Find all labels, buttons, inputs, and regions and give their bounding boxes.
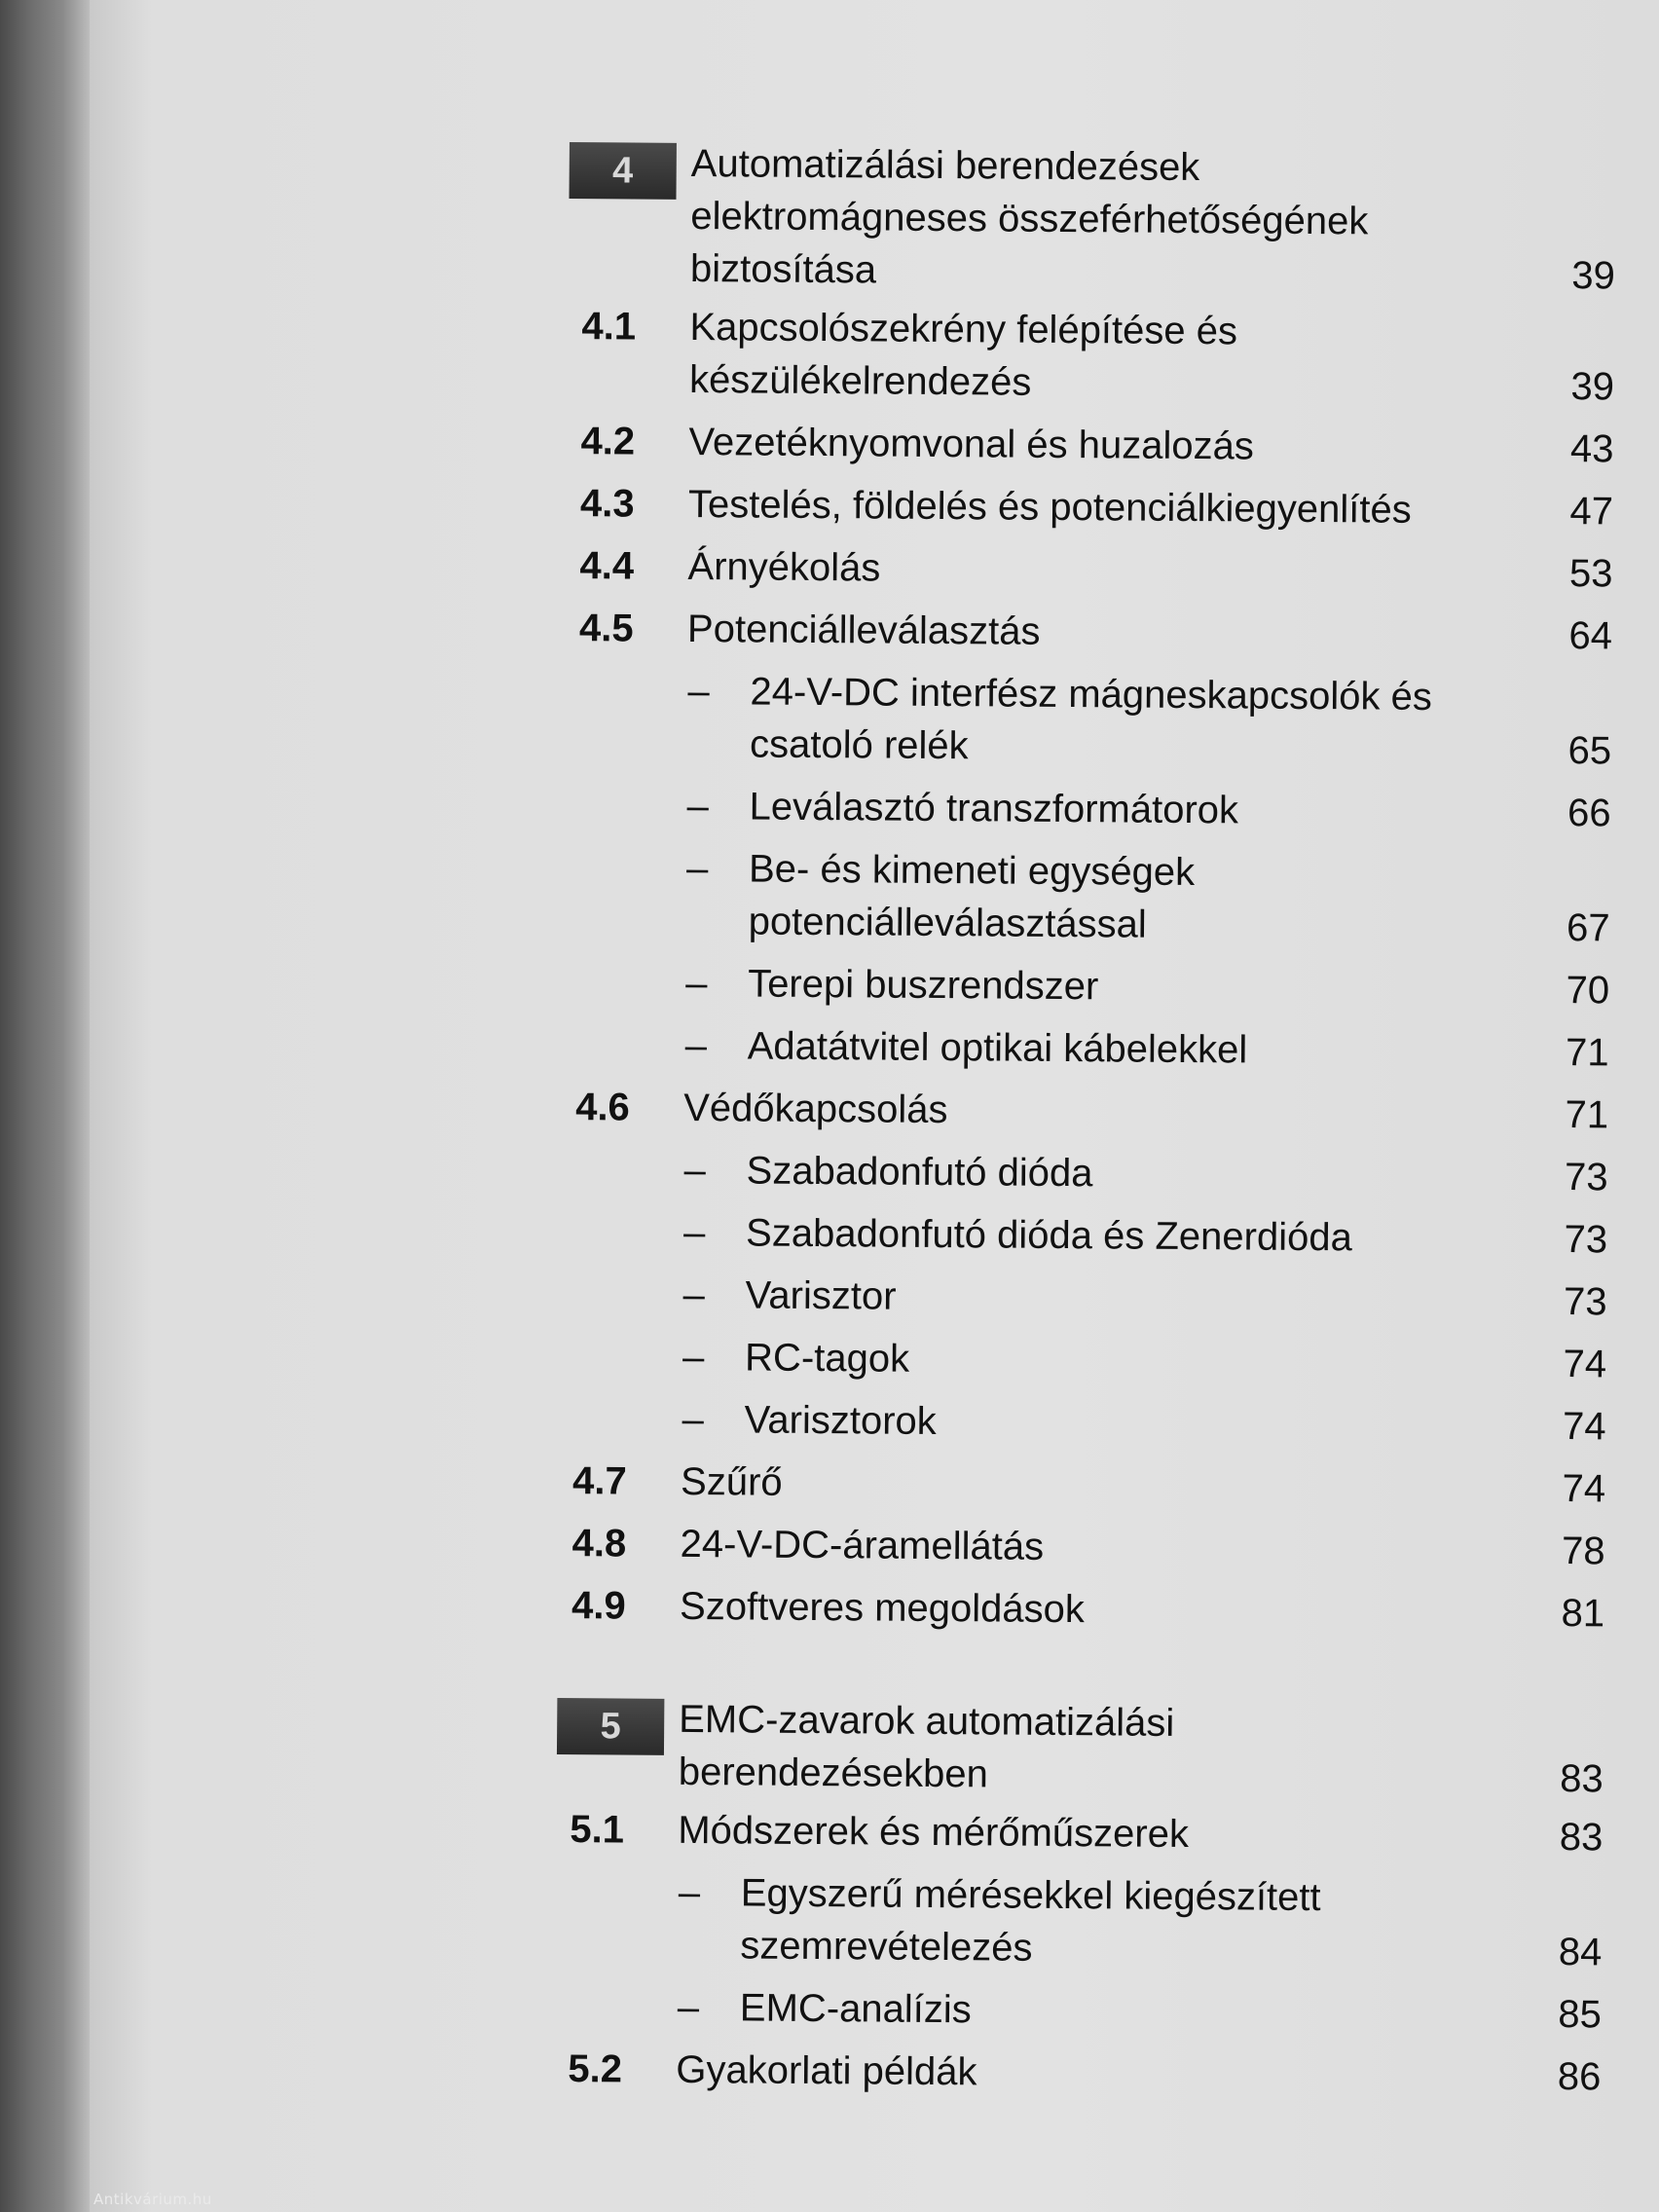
entry-page: 67 xyxy=(1566,906,1610,950)
bullet-dash: – xyxy=(682,1210,706,1255)
toc-section xyxy=(566,602,1612,662)
entry-page: 70 xyxy=(1566,969,1610,1013)
entry-page: 66 xyxy=(1567,792,1611,835)
chapter-title: EMC-zavarok automatizálási berendezésekben xyxy=(678,1697,1175,1796)
entry-title: Árnyékolás xyxy=(687,544,881,590)
entry-title: 24-V-DC interfész mágneskapcsolók és csatoló relék xyxy=(749,670,1432,768)
chapter-entries xyxy=(554,1803,1603,2103)
entry-title: Testelés, földelés és potenciálkiegyenlítés xyxy=(687,482,1412,532)
entry-title: Módszerek és mérőműszerek xyxy=(678,1808,1190,1857)
bullet-dash: – xyxy=(678,1870,701,1915)
section-number: 4.8 xyxy=(571,1522,627,1566)
section-number: 4.9 xyxy=(571,1584,626,1628)
toc-section xyxy=(568,300,1615,413)
entry-title: Kapcsolószekrény felépítése és készülékelrendezés xyxy=(688,305,1238,404)
section-number: 4.3 xyxy=(579,482,635,526)
entry-title: Potenciálleválasztás xyxy=(686,607,1041,653)
section-number: 5.1 xyxy=(570,1808,625,1852)
bullet-dash: – xyxy=(682,1272,706,1317)
section-number: 4.5 xyxy=(578,607,634,650)
bullet-dash: – xyxy=(684,1023,708,1068)
section-number: 4.6 xyxy=(574,1086,630,1129)
entry-page: 73 xyxy=(1564,1156,1608,1199)
entry-title: Leválasztó transzformátorok xyxy=(749,785,1239,832)
bullet-dash: – xyxy=(686,784,710,829)
entry-page: 47 xyxy=(1569,490,1614,534)
entry-title: EMC-analízis xyxy=(739,1986,972,2032)
toc-subentry xyxy=(559,1392,1605,1453)
chapter-entries xyxy=(558,300,1615,1640)
entry-page: 73 xyxy=(1564,1218,1608,1262)
book-spine xyxy=(0,0,90,2212)
toc-subentry xyxy=(563,956,1609,1016)
entry-page: 71 xyxy=(1565,1093,1609,1137)
section-number: 5.2 xyxy=(568,2047,623,2091)
entry-page: 86 xyxy=(1557,2055,1602,2099)
entry-title: Gyakorlati példák xyxy=(676,2047,977,2094)
toc-section xyxy=(558,1579,1604,1640)
entry-title: Védőkapcsolás xyxy=(682,1086,948,1132)
entry-title: Adatátvitel optikai kábelekkel xyxy=(747,1024,1248,1072)
entry-page: 73 xyxy=(1563,1280,1607,1324)
toc-section xyxy=(559,1455,1605,1515)
toc-subentry xyxy=(555,1980,1602,2041)
entry-page: 83 xyxy=(1559,1816,1604,1860)
entry-title: Szoftveres megoldások xyxy=(679,1584,1086,1632)
entry-page: 71 xyxy=(1565,1031,1609,1075)
toc-section xyxy=(556,1803,1603,1863)
entry-title: RC-tagok xyxy=(744,1336,910,1381)
section-number: 4.1 xyxy=(581,305,637,349)
section-number: 4.4 xyxy=(579,544,635,588)
table-of-contents xyxy=(554,136,1616,2113)
toc-subentry xyxy=(561,1205,1607,1266)
entry-page: 85 xyxy=(1558,1993,1603,2037)
chapter-number-badge: 4 xyxy=(569,142,676,200)
entry-title: Egyszerű mérésekkel kiegészített szemrevételezés xyxy=(740,1871,1321,1970)
entry-page: 74 xyxy=(1562,1405,1606,1449)
entry-page: 53 xyxy=(1568,552,1613,596)
entry-title: Varisztor xyxy=(745,1273,897,1318)
entry-title: Szűrő xyxy=(680,1459,783,1504)
toc-subentry xyxy=(562,1018,1608,1079)
entry-title: Szabadonfutó dióda és Zenerdióda xyxy=(745,1211,1353,1260)
toc-section xyxy=(567,477,1613,537)
entry-page: 43 xyxy=(1569,427,1614,471)
entry-page: 39 xyxy=(1570,365,1615,409)
bullet-dash: – xyxy=(677,1985,700,2030)
toc-subentry xyxy=(560,1330,1606,1390)
entry-title: Terepi buszrendszer xyxy=(747,962,1099,1009)
toc-subentry xyxy=(560,1268,1606,1328)
entry-title: Be- és kimeneti egységek potenciálleválasztással xyxy=(748,847,1196,946)
entry-page: 84 xyxy=(1558,1931,1603,1974)
toc-section xyxy=(558,1517,1604,1577)
bullet-dash: – xyxy=(682,1397,705,1442)
bullet-dash: – xyxy=(687,669,710,714)
entry-title: 24-V-DC-áramellátás xyxy=(680,1522,1045,1568)
toc-subentry xyxy=(565,664,1612,777)
entry-page: 74 xyxy=(1562,1467,1606,1511)
chapter-heading xyxy=(569,136,1616,302)
section-number: 4.7 xyxy=(571,1459,627,1503)
entry-title: Vezetéknyomvonal és huzalozás xyxy=(688,420,1255,468)
entry-page: 64 xyxy=(1568,614,1613,658)
toc-subentry xyxy=(561,1143,1607,1203)
chapter-number-badge: 5 xyxy=(557,1698,664,1755)
entry-page: 74 xyxy=(1563,1343,1607,1386)
chapter-page: 83 xyxy=(1560,1757,1604,1801)
watermark: Antikvárium.hu xyxy=(93,2191,212,2208)
toc-subentry xyxy=(563,841,1610,954)
toc-section xyxy=(566,539,1612,600)
toc-section xyxy=(554,2043,1601,2103)
chapter-heading xyxy=(557,1692,1604,1805)
entry-page: 65 xyxy=(1567,729,1612,773)
toc-subentry xyxy=(564,779,1610,839)
toc-subentry xyxy=(555,1865,1603,1978)
chapter-title: Automatizálási berendezések elektromágneses összeférhetőségének biztosítása xyxy=(689,141,1369,292)
bullet-dash: – xyxy=(684,961,708,1006)
bullet-dash: – xyxy=(685,846,709,891)
entry-page: 81 xyxy=(1561,1592,1605,1636)
bullet-dash: – xyxy=(682,1335,705,1380)
entry-title: Varisztorok xyxy=(744,1398,937,1443)
entry-title: Szabadonfutó dióda xyxy=(746,1149,1093,1196)
bullet-dash: – xyxy=(683,1148,707,1193)
section-number: 4.2 xyxy=(580,420,636,463)
chapter-page: 39 xyxy=(1571,254,1616,298)
toc-section xyxy=(567,415,1613,475)
entry-page: 78 xyxy=(1561,1530,1605,1573)
toc-section xyxy=(562,1081,1608,1141)
